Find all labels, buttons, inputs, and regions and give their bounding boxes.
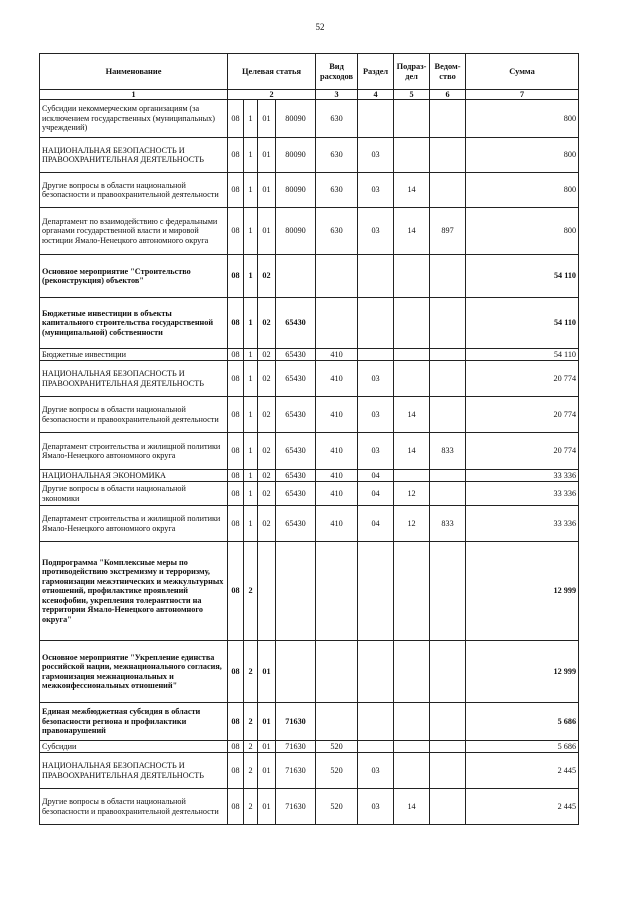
row-name-cell: Субсидии: [40, 741, 228, 753]
row-name-cell: Субсидии некоммерческим организациям (за исключением государственных (муниципальных) учреждений): [40, 100, 228, 138]
subsection-cell: 14: [394, 433, 430, 470]
section-cell: 04: [358, 482, 394, 506]
section-cell: [358, 703, 394, 741]
column-number-row: [40, 90, 579, 100]
expense-type-cell: 410: [316, 482, 358, 506]
target-direction-cell: 65430: [276, 482, 316, 506]
amount-cell: 5 686: [466, 703, 579, 741]
target-subprogram-cell: 2: [244, 741, 258, 753]
department-cell: [430, 482, 466, 506]
table-row: [40, 641, 579, 703]
row-name-cell: Департамент строительства и жилищной политики Ямало-Ненецкого автономного округа: [40, 433, 228, 470]
subsection-cell: [394, 100, 430, 138]
target-program-cell: 08: [228, 506, 244, 542]
expense-type-cell: 410: [316, 397, 358, 433]
subsection-cell: [394, 361, 430, 397]
department-cell: [430, 753, 466, 789]
amount-cell: 2 445: [466, 789, 579, 825]
target-program-cell: 08: [228, 753, 244, 789]
target-program-cell: 08: [228, 255, 244, 298]
expense-type-cell: 630: [316, 138, 358, 173]
target-subprogram-cell: 1: [244, 138, 258, 173]
section-cell: 03: [358, 753, 394, 789]
section-cell: 03: [358, 361, 394, 397]
target-direction-cell: 80090: [276, 100, 316, 138]
department-cell: [430, 703, 466, 741]
target-event-cell: 02: [258, 349, 276, 361]
target-program-cell: 08: [228, 433, 244, 470]
table-row: [40, 361, 579, 397]
header-podrazdel: Подраз-дел: [394, 54, 430, 90]
subsection-cell: [394, 641, 430, 703]
table-row: [40, 173, 579, 208]
expense-type-cell: 410: [316, 506, 358, 542]
section-cell: 03: [358, 173, 394, 208]
table-row: [40, 741, 579, 753]
amount-cell: 20 774: [466, 433, 579, 470]
target-event-cell: 01: [258, 641, 276, 703]
amount-cell: 54 110: [466, 349, 579, 361]
table-row: [40, 397, 579, 433]
target-direction-cell: 65430: [276, 349, 316, 361]
row-name-cell: Основное мероприятие "Укрепление единства российской нации, межнационального согласия, гармонизация межнациональных и межконфессиональных отношений": [40, 641, 228, 703]
section-cell: 04: [358, 470, 394, 482]
target-direction-cell: 65430: [276, 361, 316, 397]
department-cell: [430, 173, 466, 208]
target-event-cell: 02: [258, 433, 276, 470]
section-cell: [358, 298, 394, 349]
target-program-cell: 08: [228, 741, 244, 753]
target-subprogram-cell: 1: [244, 397, 258, 433]
target-event-cell: 01: [258, 138, 276, 173]
target-program-cell: 08: [228, 138, 244, 173]
column-number: 2: [228, 90, 316, 100]
table-row: [40, 470, 579, 482]
department-cell: [430, 470, 466, 482]
department-cell: [430, 138, 466, 173]
target-event-cell: 02: [258, 298, 276, 349]
target-program-cell: 08: [228, 703, 244, 741]
target-program-cell: 08: [228, 173, 244, 208]
section-cell: [358, 255, 394, 298]
amount-cell: 800: [466, 173, 579, 208]
target-subprogram-cell: 1: [244, 298, 258, 349]
department-cell: [430, 100, 466, 138]
target-event-cell: 01: [258, 753, 276, 789]
table-row: [40, 506, 579, 542]
header-summa: Сумма: [466, 54, 579, 90]
department-cell: [430, 789, 466, 825]
target-subprogram-cell: 1: [244, 433, 258, 470]
section-cell: [358, 100, 394, 138]
expense-type-cell: 410: [316, 433, 358, 470]
amount-cell: 12 999: [466, 641, 579, 703]
subsection-cell: 14: [394, 397, 430, 433]
table-row: [40, 208, 579, 255]
expense-type-cell: 410: [316, 361, 358, 397]
row-name-cell: Другие вопросы в области национальной безопасности и правоохранительной деятельности: [40, 789, 228, 825]
subsection-cell: [394, 753, 430, 789]
target-direction-cell: 71630: [276, 789, 316, 825]
target-subprogram-cell: 2: [244, 703, 258, 741]
amount-cell: 54 110: [466, 255, 579, 298]
section-cell: [358, 741, 394, 753]
row-name-cell: Основное мероприятие "Строительство (реконструкция) объектов": [40, 255, 228, 298]
table-row: [40, 703, 579, 741]
column-number: 6: [430, 90, 466, 100]
target-program-cell: 08: [228, 100, 244, 138]
department-cell: [430, 397, 466, 433]
target-event-cell: 02: [258, 361, 276, 397]
amount-cell: 54 110: [466, 298, 579, 349]
column-number: 4: [358, 90, 394, 100]
target-program-cell: 08: [228, 298, 244, 349]
subsection-cell: 14: [394, 173, 430, 208]
department-cell: [430, 298, 466, 349]
target-program-cell: 08: [228, 482, 244, 506]
subsection-cell: [394, 470, 430, 482]
expense-type-cell: [316, 641, 358, 703]
subsection-cell: [394, 741, 430, 753]
target-subprogram-cell: 1: [244, 361, 258, 397]
expense-type-cell: [316, 703, 358, 741]
expense-type-cell: [316, 255, 358, 298]
target-direction-cell: 71630: [276, 753, 316, 789]
row-name-cell: Бюджетные инвестиции: [40, 349, 228, 361]
target-event-cell: 02: [258, 470, 276, 482]
expense-type-cell: 410: [316, 470, 358, 482]
row-name-cell: Департамент по взаимодействию с федеральными органами государственной власти и мировой юстиции Ямало-Ненецкого автономного округа: [40, 208, 228, 255]
subsection-cell: 12: [394, 482, 430, 506]
target-program-cell: 08: [228, 470, 244, 482]
section-cell: 03: [358, 433, 394, 470]
target-program-cell: 08: [228, 349, 244, 361]
section-cell: 04: [358, 506, 394, 542]
table-row: [40, 753, 579, 789]
row-name-cell: НАЦИОНАЛЬНАЯ БЕЗОПАСНОСТЬ И ПРАВООХРАНИТЕЛЬНАЯ ДЕЯТЕЛЬНОСТЬ: [40, 138, 228, 173]
target-event-cell: 02: [258, 397, 276, 433]
target-event-cell: 01: [258, 703, 276, 741]
target-program-cell: 08: [228, 542, 244, 641]
amount-cell: 33 336: [466, 482, 579, 506]
expense-type-cell: 630: [316, 173, 358, 208]
target-program-cell: 08: [228, 361, 244, 397]
subsection-cell: [394, 542, 430, 641]
target-program-cell: 08: [228, 208, 244, 255]
target-subprogram-cell: 2: [244, 542, 258, 641]
section-cell: 03: [358, 138, 394, 173]
target-event-cell: 01: [258, 789, 276, 825]
target-subprogram-cell: 1: [244, 173, 258, 208]
target-direction-cell: 65430: [276, 397, 316, 433]
column-number: 7: [466, 90, 579, 100]
table-row: [40, 255, 579, 298]
section-cell: [358, 641, 394, 703]
amount-cell: 800: [466, 208, 579, 255]
target-event-cell: 02: [258, 482, 276, 506]
department-cell: [430, 255, 466, 298]
expense-type-cell: 410: [316, 349, 358, 361]
subsection-cell: 14: [394, 208, 430, 255]
expense-type-cell: 630: [316, 208, 358, 255]
target-direction-cell: 71630: [276, 703, 316, 741]
department-cell: [430, 542, 466, 641]
target-subprogram-cell: 1: [244, 349, 258, 361]
target-direction-cell: 71630: [276, 741, 316, 753]
table-row: [40, 789, 579, 825]
row-name-cell: Подпрограмма "Комплексные меры по противодействию экстремизму и терроризму, гармонизации межэтнических и межкультурных отношений, профилактике проявлений ксенофобии, укрепления толерантности на территории Ямало-Ненецкого автономного округа": [40, 542, 228, 641]
row-name-cell: Другие вопросы в области национальной безопасности и правоохранительной деятельности: [40, 173, 228, 208]
target-subprogram-cell: 1: [244, 100, 258, 138]
expense-type-cell: 520: [316, 741, 358, 753]
row-name-cell: Бюджетные инвестиции в объекты капитального строительства государственной (муниципальной) собственности: [40, 298, 228, 349]
table-row: [40, 138, 579, 173]
target-subprogram-cell: 2: [244, 641, 258, 703]
header-row: [40, 54, 579, 90]
target-direction-cell: [276, 255, 316, 298]
row-name-cell: Департамент строительства и жилищной политики Ямало-Ненецкого автономного округа: [40, 506, 228, 542]
target-direction-cell: 80090: [276, 208, 316, 255]
amount-cell: 20 774: [466, 397, 579, 433]
table-row: [40, 542, 579, 641]
target-event-cell: 01: [258, 208, 276, 255]
subsection-cell: [394, 703, 430, 741]
column-number: 1: [40, 90, 228, 100]
target-direction-cell: [276, 542, 316, 641]
target-event-cell: 01: [258, 100, 276, 138]
section-cell: [358, 349, 394, 361]
target-subprogram-cell: 2: [244, 753, 258, 789]
header-target: Целевая статья: [228, 54, 316, 90]
amount-cell: 12 999: [466, 542, 579, 641]
target-event-cell: [258, 542, 276, 641]
column-number: 5: [394, 90, 430, 100]
target-subprogram-cell: 1: [244, 208, 258, 255]
target-direction-cell: 80090: [276, 138, 316, 173]
department-cell: [430, 361, 466, 397]
header-vedomstvo: Ведом-ство: [430, 54, 466, 90]
section-cell: 03: [358, 208, 394, 255]
target-subprogram-cell: 2: [244, 789, 258, 825]
amount-cell: 33 336: [466, 506, 579, 542]
section-cell: 03: [358, 789, 394, 825]
expense-type-cell: 630: [316, 100, 358, 138]
target-event-cell: 01: [258, 741, 276, 753]
amount-cell: 800: [466, 100, 579, 138]
row-name-cell: Другие вопросы в области национальной безопасности и правоохранительной деятельности: [40, 397, 228, 433]
row-name-cell: Единая межбюджетная субсидия в области безопасности региона и профилактики правонарушений: [40, 703, 228, 741]
amount-cell: 800: [466, 138, 579, 173]
section-cell: 03: [358, 397, 394, 433]
subsection-cell: [394, 255, 430, 298]
target-subprogram-cell: 1: [244, 470, 258, 482]
subsection-cell: [394, 298, 430, 349]
table-row: [40, 482, 579, 506]
amount-cell: 2 445: [466, 753, 579, 789]
row-name-cell: НАЦИОНАЛЬНАЯ БЕЗОПАСНОСТЬ И ПРАВООХРАНИТЕЛЬНАЯ ДЕЯТЕЛЬНОСТЬ: [40, 753, 228, 789]
target-direction-cell: [276, 641, 316, 703]
amount-cell: 5 686: [466, 741, 579, 753]
table-row: [40, 349, 579, 361]
target-subprogram-cell: 1: [244, 482, 258, 506]
header-razdel: Раздел: [358, 54, 394, 90]
department-cell: 833: [430, 506, 466, 542]
target-event-cell: 02: [258, 506, 276, 542]
table-row: [40, 433, 579, 470]
target-direction-cell: 65430: [276, 433, 316, 470]
table-row: [40, 298, 579, 349]
department-cell: 897: [430, 208, 466, 255]
expense-type-cell: [316, 542, 358, 641]
target-subprogram-cell: 1: [244, 255, 258, 298]
subsection-cell: [394, 138, 430, 173]
target-direction-cell: 65430: [276, 298, 316, 349]
header-name: Наименование: [40, 54, 228, 90]
target-program-cell: 08: [228, 397, 244, 433]
header-vid: Вид расходов: [316, 54, 358, 90]
table-body: [40, 100, 579, 825]
amount-cell: 33 336: [466, 470, 579, 482]
page-number: 52: [315, 22, 325, 32]
table-row: [40, 100, 579, 138]
subsection-cell: [394, 349, 430, 361]
target-subprogram-cell: 1: [244, 506, 258, 542]
column-number: 3: [316, 90, 358, 100]
department-cell: [430, 641, 466, 703]
department-cell: [430, 349, 466, 361]
target-event-cell: 01: [258, 173, 276, 208]
target-direction-cell: 65430: [276, 506, 316, 542]
expense-type-cell: 520: [316, 789, 358, 825]
budget-table: [39, 53, 579, 825]
section-cell: [358, 542, 394, 641]
target-program-cell: 08: [228, 641, 244, 703]
expense-type-cell: 520: [316, 753, 358, 789]
amount-cell: 20 774: [466, 361, 579, 397]
row-name-cell: НАЦИОНАЛЬНАЯ БЕЗОПАСНОСТЬ И ПРАВООХРАНИТЕЛЬНАЯ ДЕЯТЕЛЬНОСТЬ: [40, 361, 228, 397]
department-cell: [430, 741, 466, 753]
row-name-cell: НАЦИОНАЛЬНАЯ ЭКОНОМИКА: [40, 470, 228, 482]
department-cell: 833: [430, 433, 466, 470]
row-name-cell: Другие вопросы в области национальной экономики: [40, 482, 228, 506]
target-program-cell: 08: [228, 789, 244, 825]
target-direction-cell: 80090: [276, 173, 316, 208]
subsection-cell: 12: [394, 506, 430, 542]
subsection-cell: 14: [394, 789, 430, 825]
target-event-cell: 02: [258, 255, 276, 298]
target-direction-cell: 65430: [276, 470, 316, 482]
expense-type-cell: [316, 298, 358, 349]
